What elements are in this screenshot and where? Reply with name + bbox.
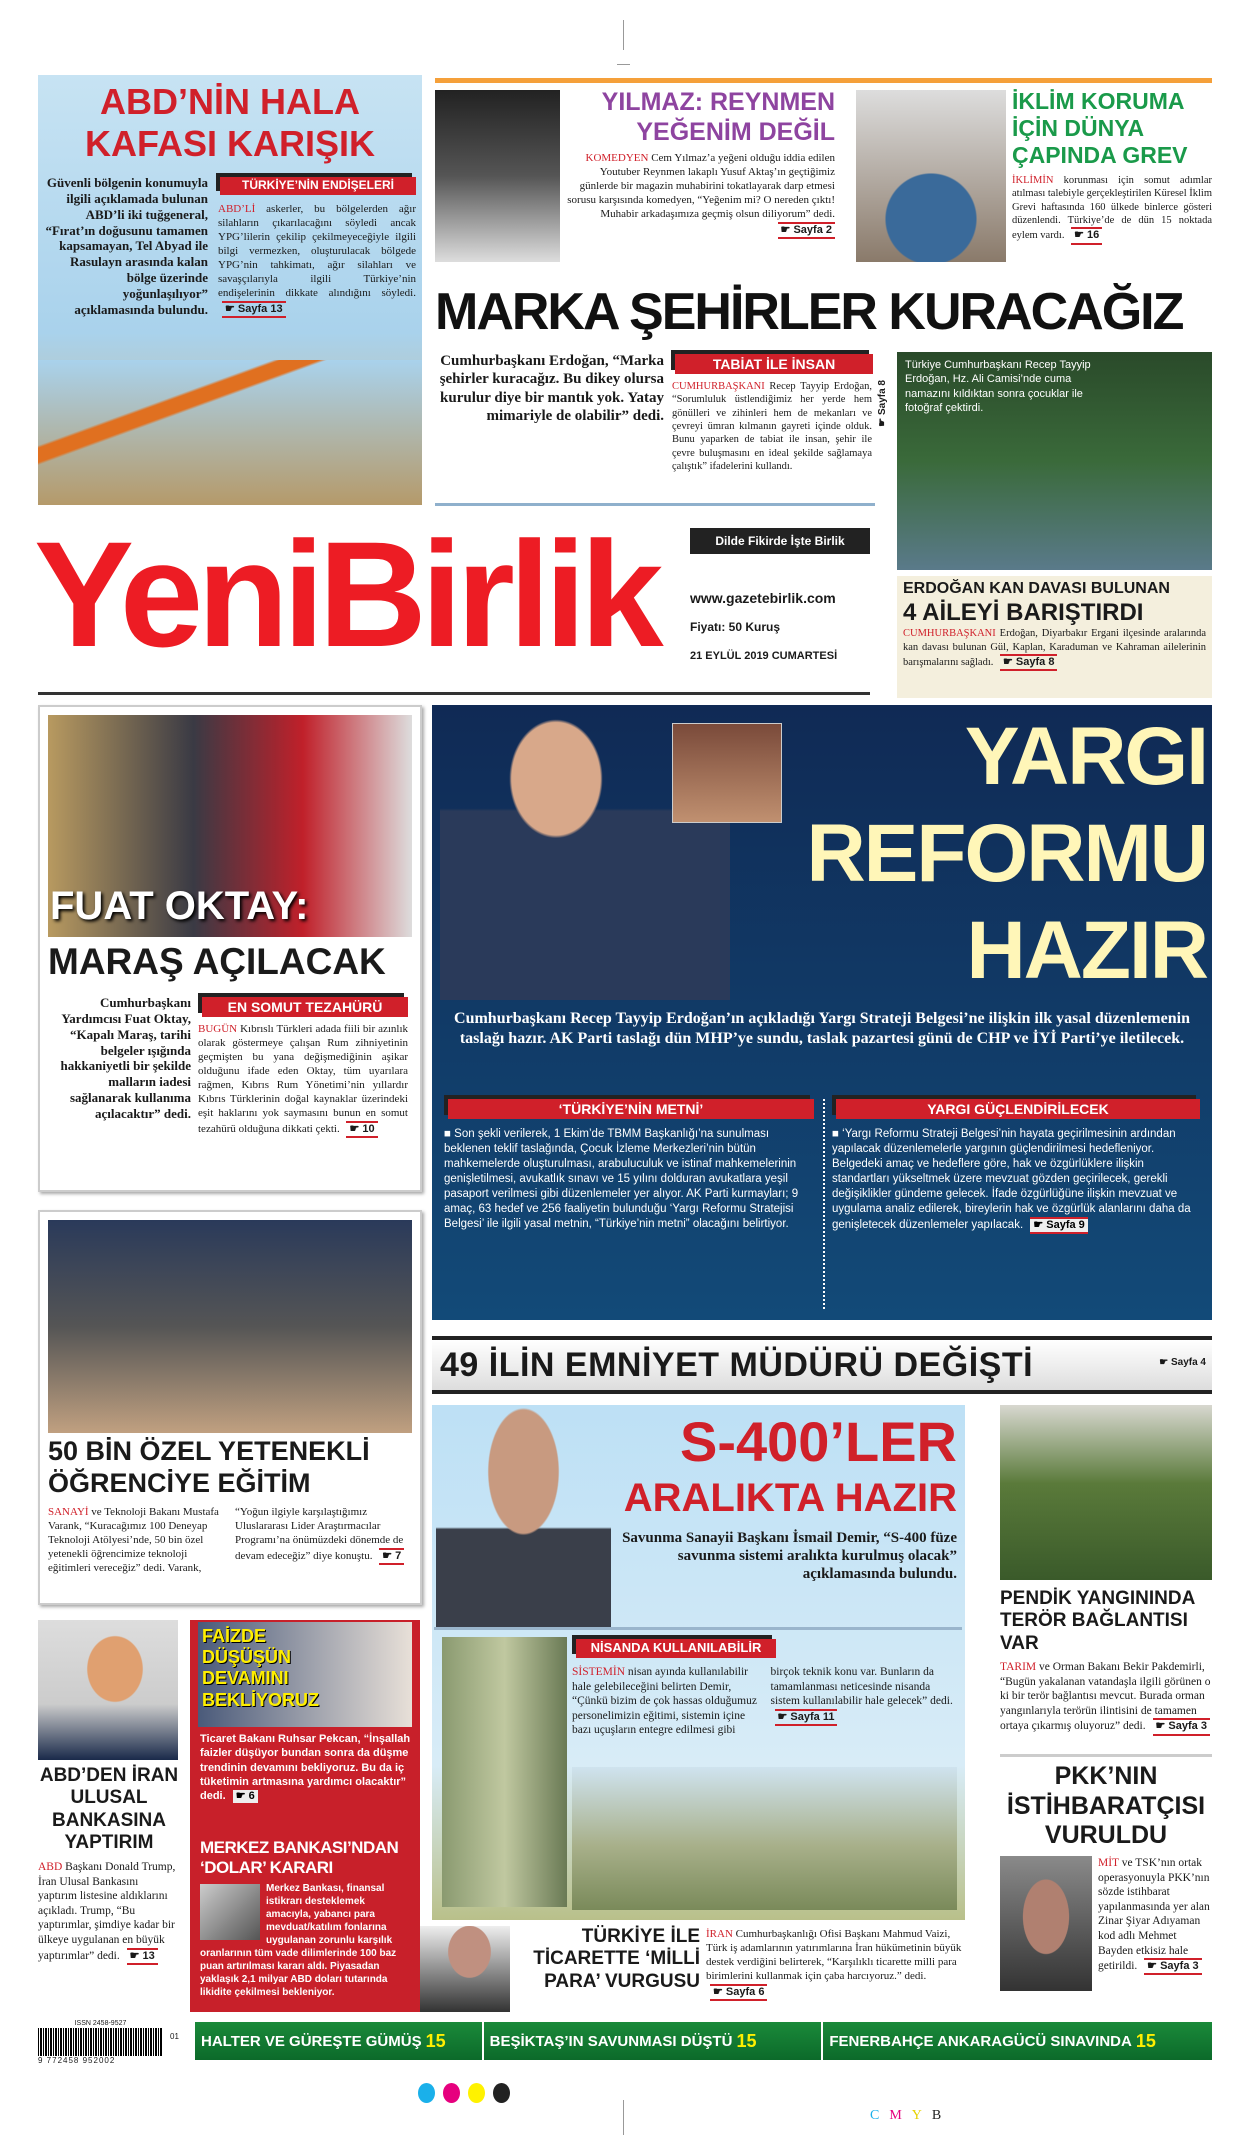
kan-davasi-story: ERDOĞAN KAN DAVASI BULUNAN 4 AİLEYİ BARIŞTIRDI CUMHURBAŞKANI Erdoğan, Diyarbakır Ergani ilçesinde aralarında kan davası bulunan Gül, Kaplan, Karaduman ve Kahraman ailelerinin barışmalarını sağladı. ☛ Sayfa 8 (897, 576, 1212, 698)
tagline: Dilde Fikirde İşte Birlik (690, 528, 870, 554)
page-ref: ☛ Sayfa 3 (1144, 1958, 1201, 1975)
website-link[interactable]: www.gazetebirlik.com (690, 590, 836, 606)
yellow-dot (468, 2083, 485, 2103)
yilmaz-body: KOMEDYEN Cem Yılmaz’a yeğeni olduğu iddia edilen Youtuber Reynmen lakaplı Yusuf Aktaş’ın geçtiğimiz günlerde bir magazin muhabirini tokatlayarak darp etmesi sorusu karşısında komedyen, “Yeğenim mi? O nereden çıktı! Muhabir arkadaşımıza geçmiş olsun diliyorum” dedi. ☛ Sayfa 2 (565, 152, 835, 239)
magenta-dot (443, 2083, 460, 2103)
section-tag: TÜRKİYE’NİN ENDİŞELERİ (220, 177, 416, 195)
divider (434, 1627, 962, 1630)
deck: Güvenli bölgenin konumuyla ilgili açıklamada bulunan ABD’li iki tuğgeneral, “Fırat’ın doğusunu tamamen kapsamayan, Tel Abyad ile Rasulayn arasında kalan bölge üzerinde yoğunlaşılıyor” açıklamasında bulundu. (45, 175, 208, 317)
page-ref: ☛ 10 (346, 1121, 377, 1138)
iklim-body: İKLİMİN korunması için somut adımlar atılması talebiyle gerçekleştirilen Küresel İklim Grevi haftasında 160 ülkede binlerce gösteri düzenlendi. Türkiye’de de dün 15 noktada eylem vardı. ☛ 16 (1012, 174, 1212, 245)
page-ref: ☛ Sayfa 4 (1159, 1357, 1206, 1368)
soldiers-photo (38, 360, 422, 505)
page-ref: ☛ Sayfa 8 (877, 380, 888, 427)
yargi-story: YARGI REFORMU HAZIR Cumhurbaşkanı Recep Tayyip Erdoğan’ın açıkladığı Yargı Strateji Belgesi’ne ilişkin ilk yasal düzenlemenin taslağı hazır. AK Parti taslağı dün MHP’ye sundu, taslak pazartesi günü de CHP ve İYİ Parti’ye iletilecek. ‘TÜRKİYE’NİN METNİ’ ■ Son şekli verilerek, 1 Ekim’de TBMM Başkanlığı’na sunulması beklenen teklif taslağında, Çocuk İzleme Merkezleri’nin bütün mahkemelerde oluşturulması, arabuluculuk ve istinaf mahkemelerinin genişletilmesi, avukatlık sınavı ve 15 yılını dolduran avukatlara yeşil pasaport verilmesi gibi düzenlemeler yer alıyor. AK Parti kurmayları; 9 amaç, 63 hedef ve 256 faaliyetin bulunduğu ‘Yargı Reformu Stratejisi Belgesi’ ile ilgili yasal metnin, “Türkiye’nin metni” olacağını belirtiyor. YARGI GÜÇLENDİRİLECEK ■ ‘Yargı Reformu Strateji Belgesi’nin hayata geçirilmesinin ardından yapılacak düzenlemelerle yargının güçlendirilmesi hedefleniyor. Belgedeki amaç ve hedeflere göre, hak ve özgürlüklere ilişkin standartları yükseltmek üzere mevzuat gözden geçirilecek, gerekli değişiklikler gündeme gelecek. İfade özgürlüğüne ilişkin mevzuat ve uygulama analiz edilerek, bireylerin hak ve özgürlük alanlarını daha da genişletecek düzenlemeler yapılacak. ☛ Sayfa 9 (432, 705, 1212, 1320)
divider (435, 503, 875, 506)
page-ref: ☛ Sayfa 11 (775, 1709, 838, 1726)
s400-launcher-photo (442, 1637, 567, 1907)
masthead-logo[interactable]: YeniBirlik (34, 510, 658, 678)
page-ref: ☛ 13 (127, 1948, 158, 1965)
yargi-headline: YARGI REFORMU HAZIR (806, 711, 1207, 996)
article-body: ABD’Lİ askerler, bu bölgelerden ağır silahların çıkarılacağını söyledi ancak YPG’lilerin çekilip çekilmeyeceğiyle ilgili bilgi vermezken, oluşturulacak bölgede YPG’nin tahkimatı, ağır silahları ve savaşçılarıyla ilgili Türkiye’nin endişelerinin dikkate alındığını söyledi. ☛ Sayfa 13 (218, 203, 416, 318)
group-photo (48, 1220, 412, 1433)
cmyk-label: CMYB (870, 2108, 952, 2123)
marka-headline: MARKA ŞEHİRLER KURACAĞIZ (435, 283, 1183, 341)
demir-photo (436, 1405, 611, 1627)
divider (1000, 1754, 1212, 1757)
divider (38, 692, 870, 695)
gavel-photo (672, 723, 782, 823)
marka-body: CUMHURBAŞKANI Recep Tayyip Erdoğan, “Sorumluluk üstlendiğimiz her yerde hem gönülleri ve zihinleri hem de mekanları ve çevreyi ümran kılmanın gayreti içinde olduk. Bunu yaparken de tabiat ile insan, şehir ile çevre buluşmasını en ideal şekilde sağlamaya çalıştık” ifadelerini kullandı. (672, 381, 872, 472)
cyan-dot (418, 2083, 435, 2103)
black-dot (493, 2083, 510, 2103)
page-ref: ☛ Sayfa 8 (1000, 654, 1057, 671)
crop-mark (623, 2100, 624, 2135)
abd-story (38, 75, 422, 505)
divider (823, 1099, 825, 1309)
headline: ABD’NİN HALA KAFASI KARIŞIK (84, 81, 376, 165)
page-ref: ☛ 7 (379, 1548, 404, 1565)
page-ref: ☛ 16 (1071, 227, 1102, 244)
yilmaz-photo (435, 90, 560, 262)
page-ref: ☛ Sayfa 2 (778, 222, 835, 239)
issue-date: 21 EYLÜL 2019 CUMARTESİ (690, 650, 838, 662)
erdogan-children-photo (897, 352, 1212, 570)
sports-item[interactable]: HALTER VE GÜREŞTE GÜMÜŞ 15 (195, 2022, 482, 2060)
sports-item[interactable]: FENERBAHÇE ANKARAGÜCÜ SINAVINDA 15 (821, 2022, 1212, 2060)
vaizi-photo (420, 1926, 510, 2012)
photo-caption: Türkiye Cumhurbaşkanı Recep Tayyip Erdoğan, Hz. Ali Camisi’nde cuma namazını kıldıktan sonra çocuklar ile fotoğraf çektirdi. (905, 359, 1091, 414)
page-ref: ☛ Sayfa 13 (222, 301, 286, 318)
emniyet-banner: 49 İLİN EMNİYET MÜDÜRÜ DEĞİŞTİ ☛ Sayfa 4 (432, 1336, 1212, 1394)
barcode-bars (38, 2028, 163, 2056)
sports-bar (195, 2022, 1212, 2060)
trump-photo (38, 1620, 178, 1760)
s400-truck-photo (572, 1767, 957, 1910)
dollar-photo (200, 1884, 260, 1940)
divider (435, 78, 1212, 83)
page-ref: ☛ Sayfa 6 (710, 1984, 767, 2001)
s400-story: S-400’LER ARALIKTA HAZIR Savunma Sanayii Başkanı İsmail Demir, “S-400 füze savunma sistemi aralıkta kurulmuş olacak” açıklamasında bulundu. NİSANDA KULLANILABİLİR SİSTEMİN nisan ayında kullanılabilir hale gelebileceğini belirten Demir, “Çünkü bizim de çok hassas olduğumuz personelimizin eğitimi, sistemin içine bazı uçuşların entegre edilmesi gibi birçok teknik konu var. Bunların da tamamlanması neticesinde nisanda sistem kullanılabilir hale gelecek” dedi. ☛ Sayfa 11 (432, 1405, 965, 1920)
bayden-photo (1000, 1856, 1092, 1991)
barcode: ISSN 2458-9527 9 772458 952002 01 (38, 2020, 179, 2066)
page-ref: ☛ 6 (233, 1790, 258, 1803)
iklim-headline: İKLİM KORUMA İÇİN DÜNYA ÇAPINDA GREV (1012, 88, 1188, 169)
bullet-icon: ■ (444, 1128, 455, 1140)
crop-mark (617, 64, 630, 65)
faiz-story: FAİZDE DÜŞÜŞÜN DEVAMINI BEKLİYORUZ Ticaret Bakanı Ruhsar Pekcan, “İnşallah faizler düşüyor bundan sonra da düşme trendinin devamını bekliyoruz. Bu da iç tüketimin artmasına yardımcı olacaktır” dedi. ☛ 6 MERKEZ BANKASI’NDAN ‘DOLAR’ KARARI Merkez Bankası, finansal istikrarı desteklemek amacıyla, yabancı para mevduat/katılım fonlarına uygulanan zorunlu karşılık oranlarının tüm vade dilimlerinde 100 baz puan artırılması kararı aldı. Piyasadan yaklaşık 2,1 milyar ABD doları tutarında likidite çekilmesi bekleniyor. (190, 1620, 420, 2012)
section-tag: TABİAT İLE İNSAN (675, 354, 873, 374)
crop-mark (623, 20, 624, 50)
price: Fiyatı: 50 Kuruş (690, 620, 781, 634)
page-ref: ☛ Sayfa 3 (1153, 1718, 1210, 1735)
registration-dots (418, 2083, 510, 2103)
bullet-icon: ■ (832, 1128, 843, 1140)
marka-deck: Cumhurbaşkanı Erdoğan, “Marka şehirler kuracağız. Bu dikey olursa kurulur diye bir mantık yok. Yatay mimariyle de olabilir” dedi. (439, 353, 664, 424)
forest-photo (1000, 1405, 1212, 1580)
climate-photo (856, 90, 1006, 262)
yetenek-story: 50 BİN ÖZEL YETENEKLİ ÖĞRENCİYE EĞİTİM SANAYİ ve Teknoloji Bakanı Mustafa Varank, “Kuracağımız 100 Deneyap Teknoloji Atölyesi’nde, 50 bin özel yetenekli öğrencimize teknoloji eğitimleri vereceğiz” dedi. Varank, “Yoğun ilgiyle karşılaştığımız Uluslararası Lider Araştırmacılar Programı’na önümüzdeki dönemde de devam edeceğiz” diye konuştu. ☛ 7 (38, 1210, 422, 1605)
sports-item[interactable]: BEŞİKTAŞ’IN SAVUNMASI DÜŞTÜ 15 (482, 2022, 822, 2060)
oktay-story: FUAT OKTAY: MARAŞ AÇILACAK Cumhurbaşkanı Yardımcısı Fuat Oktay, “Kapalı Maraş, tarihi belgeler ışığında hakkaniyetli bir şekilde malların iadesi sağlanarak kullanıma açılacaktır” dedi. EN SOMUT TEZAHÜRÜ BUGÜN Kıbrıslı Türkleri adada fiili bir azınlık olarak göstermeye çalışan Rum zihniyetinin geçmişten bu yana değişmediğinin aşikar olduğunu ifade eden Oktay, tüm uyarılara rağmen, Kıbrıs Rum Yönetimi’nin yıllardır Kıbrıs Türklerinin doğal kaynaklar üzerindeki eşit haklarını yok saymasını bunun en somut tezahürü olduğuna dikkati çekti. ☛ 10 (38, 705, 422, 1192)
yilmaz-headline: YILMAZ: REYNMEN YEĞENİM DEĞİL (601, 88, 835, 146)
page-ref: ☛ Sayfa 9 (1030, 1217, 1087, 1234)
